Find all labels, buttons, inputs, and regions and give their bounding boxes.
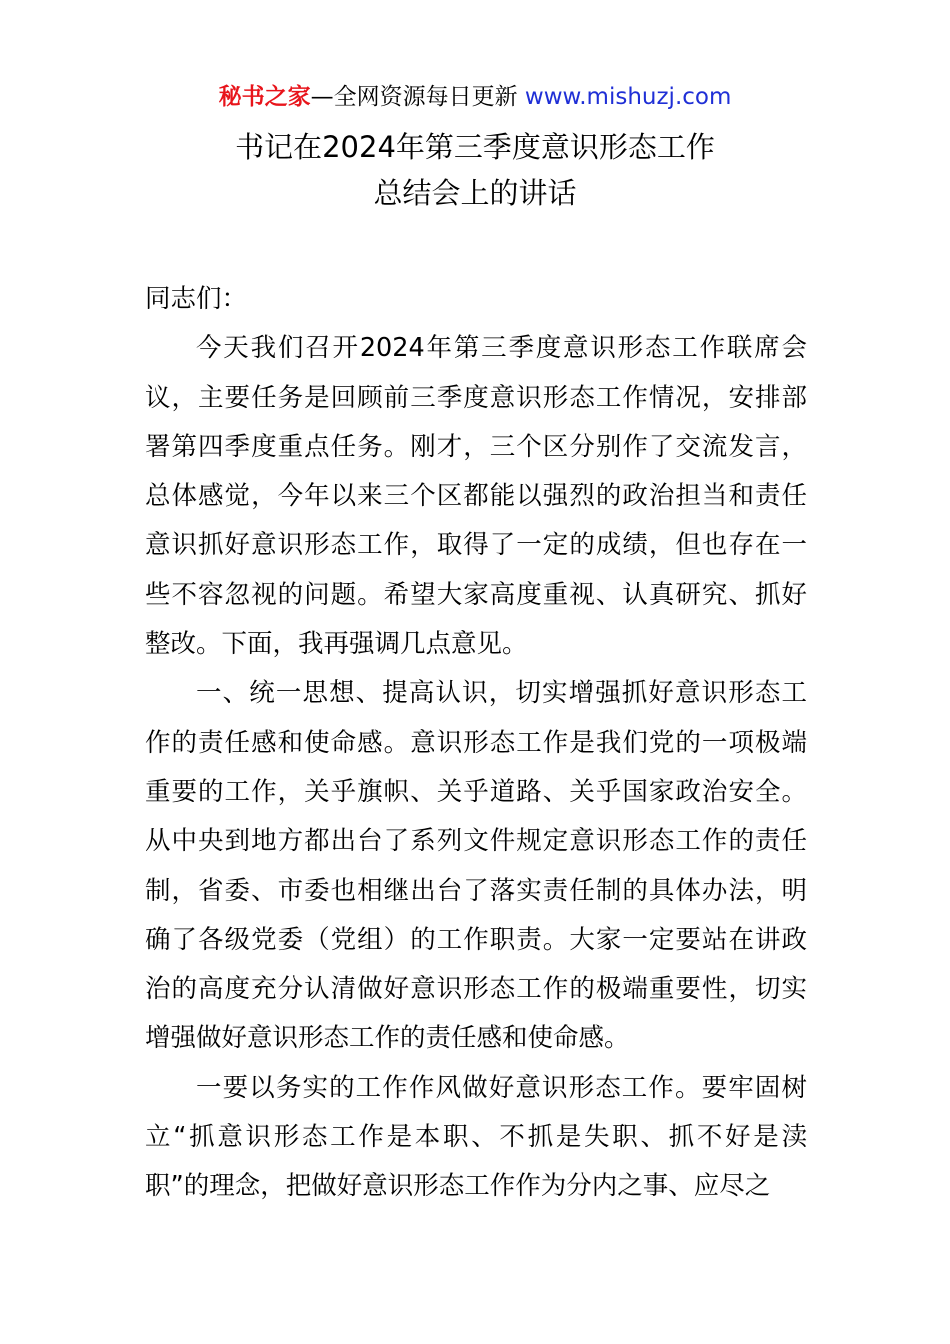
salutation: 同志们： [145, 284, 248, 314]
title-line-1: 书记在2024年第三季度意识形态工作 [235, 130, 715, 164]
paragraph-2: 一、统一思想、提高认识，切实增强抓好意识形态工作的责任感和使命感。意识形态工作是我们党的一项极端重要的工作，关乎旗帜、关乎道路、关乎国家政治安全。从中央到地方都出台了系列文件规定意识形态工作的责任制，省委、市委也相继出台了落实责任制的具体办法，明确了各级党委（党组）的工作职责。大家一定要站在讲政治的高度充分认清做好意识形态工作的极端重要性，切实增强做好意识形态工作的责任感和使命感。 [145, 678, 807, 1054]
header-tagline: —全网资源每日更新 [310, 84, 518, 110]
document-body [145, 275, 807, 1212]
paragraph-1: 今天我们召开2024年第三季度意识形态工作联席会议，主要任务是回顾前三季度意识形态工作情况，安排部署第四季度重点任务。刚才，三个区分别作了交流发言，总体感觉，今年以来三个区都能以强烈的政治担当和责任意识抓好意识形态工作，取得了一定的成绩，但也存在一些不容忽视的问题。希望大家高度重视、认真研究、抓好整改。下面，我再强调几点意见。 [145, 333, 807, 660]
site-url-link[interactable]: www.mishuzj.com [524, 84, 732, 110]
brand-name: 秘书之家 [218, 84, 311, 110]
site-header [0, 80, 950, 114]
title-line-2: 总结会上的讲话 [373, 176, 577, 210]
document-title [0, 124, 950, 216]
paragraph-3: 一要以务实的工作作风做好意识形态工作。要牢固树立“抓意识形态工作是本职、不抓是失职、抓不好是渎职”的理念，把做好意识形态工作作为分内之事、应尽之 [145, 1072, 807, 1202]
